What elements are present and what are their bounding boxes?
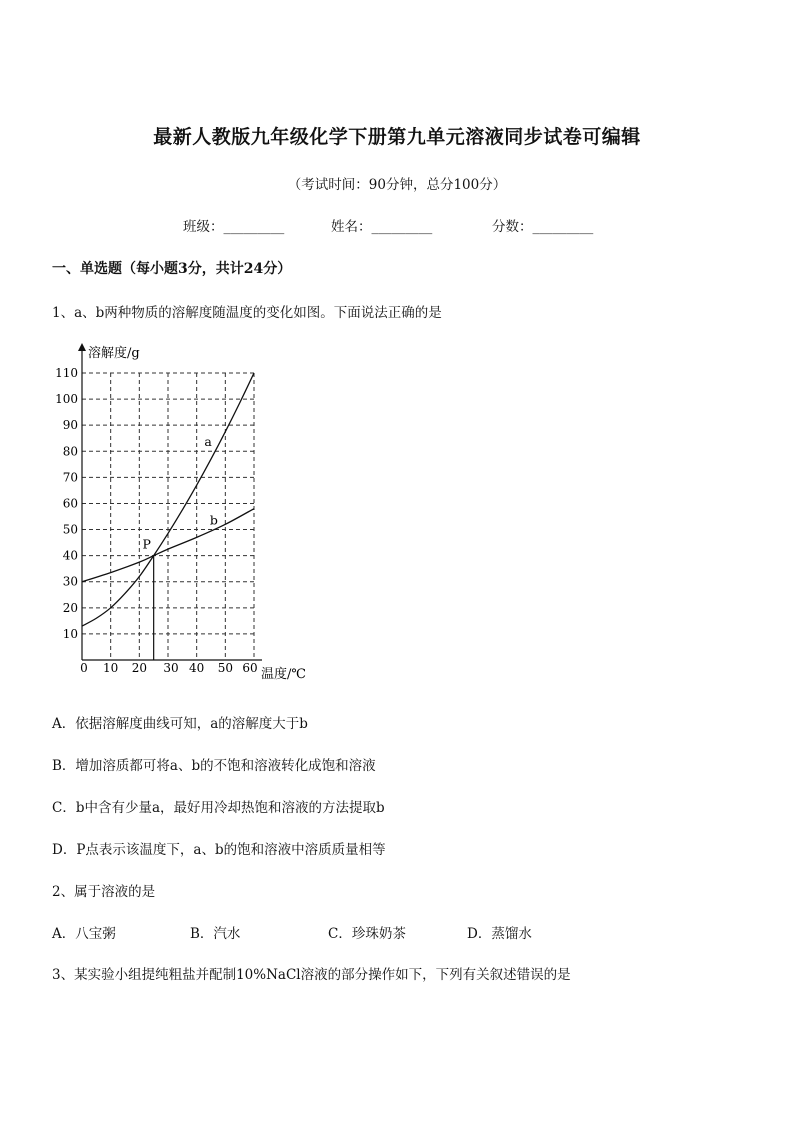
question-2-stem: 2、属于溶液的是 [52,884,156,900]
q1-option-a: A．依据溶解度曲线可知，a的溶解度大于b [52,716,308,732]
section-heading: 一、单选题（每小题3分，共计24分） [52,261,292,277]
y-tick-label: 90 [62,418,78,433]
y-axis-label: 溶解度/g [88,346,140,361]
y-tick-label: 30 [62,574,78,589]
name-field: 姓名：_________ [331,219,433,235]
chart-ticks [55,366,258,675]
q2-option-c: C．珍珠奶茶 [328,926,406,942]
annotation-b: b [209,512,218,528]
y-tick-label: 60 [62,496,78,511]
q2-option-a: A．八宝粥 [52,926,116,942]
chart-annotations [142,434,217,552]
y-tick-label: 20 [62,600,78,615]
annotation-P: P [142,536,151,552]
y-tick-label: 100 [55,392,78,407]
x-tick-label: 0 [80,661,88,675]
y-axis-arrow [78,343,86,351]
y-tick-label: 10 [62,626,78,641]
y-tick-label: 50 [62,522,78,537]
series-line-b [82,509,254,582]
class-field: 班级：_________ [183,219,285,235]
q1-option-b: B．增加溶质都可将a、b的不饱和溶液转化成饱和溶液 [52,758,376,774]
x-tick-label: 50 [217,661,233,675]
x-tick-label: 20 [131,661,147,675]
x-tick-label: 30 [163,661,179,675]
q2-option-b: B．汽水 [190,926,241,942]
x-tick-label: 10 [103,661,119,675]
y-tick-label: 80 [62,444,78,459]
question-1-stem: 1、a、b两种物质的溶解度随温度的变化如图。下面说法正确的是 [52,305,442,321]
chart-axes [78,343,262,660]
exam-subtitle: （考试时间：90分钟，总分100分） [287,177,507,193]
question-3-stem: 3、某实验小组提纯粗盐并配制10%NaCl溶液的部分操作如下，下列有关叙述错误的是 [52,967,571,983]
q1-option-c: C．b中含有少量a，最好用冷却热饱和溶液的方法提取b [52,800,385,816]
score-field: 分数：_________ [492,219,594,235]
y-tick-label: 70 [62,470,78,485]
chart-series [82,373,254,660]
x-axis-label: 温度/℃ [261,667,306,682]
q2-option-d: D．蒸馏水 [467,926,532,942]
q1-option-d: D．P点表示该温度下，a、b的饱和溶液中溶质质量相等 [52,842,386,858]
series-line-a [82,373,254,626]
x-tick-label: 40 [189,661,205,675]
y-tick-label: 110 [55,366,78,380]
annotation-a: a [204,434,212,450]
x-tick-label: 60 [242,661,258,675]
chart-grid [82,373,254,660]
y-tick-label: 40 [62,548,78,563]
page-title: 最新人教版九年级化学下册第九单元溶液同步试卷可编辑 [153,126,641,148]
